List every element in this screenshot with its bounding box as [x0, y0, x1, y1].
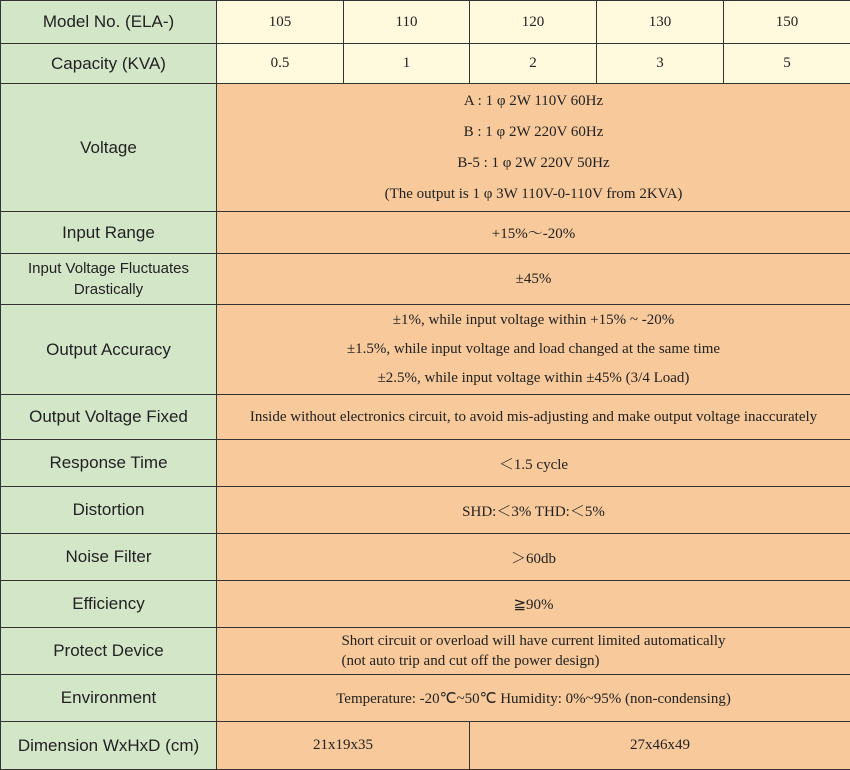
fluctuates-value: ±45% [217, 254, 850, 305]
model-cell: 130 [597, 1, 724, 44]
label-response-time: Response Time [1, 440, 217, 487]
accuracy-line: ±2.5%, while input voltage within ±45% (3/4 Load) [221, 364, 846, 393]
row-response-time [1, 440, 850, 487]
row-capacity [1, 44, 850, 84]
voltage-line: A : 1 φ 2W 110V 60Hz [221, 86, 846, 117]
output-accuracy-value [217, 305, 850, 395]
row-input-range [1, 212, 850, 254]
label-dimension: Dimension WxHxD (cm) [1, 722, 217, 770]
row-model [1, 1, 850, 44]
response-time-value: ＜1.5 cycle [217, 440, 850, 487]
label-output-fixed: Output Voltage Fixed [1, 395, 217, 440]
environment-value: Temperature: -20℃~50℃ Humidity: 0%~95% (non-condensing) [217, 675, 850, 722]
row-voltage [1, 84, 850, 212]
input-range-value: +15%～-20% [217, 212, 850, 254]
model-cell: 105 [217, 1, 344, 44]
efficiency-value: ≧90% [217, 581, 850, 628]
capacity-cell: 5 [724, 44, 850, 84]
capacity-cell: 2 [470, 44, 597, 84]
capacity-cell: 3 [597, 44, 724, 84]
row-output-accuracy [1, 305, 850, 395]
voltage-line: (The output is 1 φ 3W 110V-0-110V from 2KVA) [221, 179, 846, 210]
protect-line: Short circuit or overload will have current limited automatically [341, 631, 725, 651]
dimension-large: 27x46x49 [470, 722, 850, 770]
label-input-range: Input Range [1, 212, 217, 254]
model-cell: 110 [344, 1, 470, 44]
label-distortion: Distortion [1, 487, 217, 534]
label-environment: Environment [1, 675, 217, 722]
row-distortion [1, 487, 850, 534]
model-cell: 120 [470, 1, 597, 44]
row-noise-filter [1, 534, 850, 581]
protect-value [217, 628, 850, 675]
label-efficiency: Efficiency [1, 581, 217, 628]
label-capacity: Capacity (KVA) [1, 44, 217, 84]
capacity-cell: 1 [344, 44, 470, 84]
label-fluctuates-line: Input Voltage Fluctuates [5, 258, 212, 279]
voltage-value [217, 84, 850, 212]
row-environment [1, 675, 850, 722]
label-model: Model No. (ELA-) [1, 1, 217, 44]
row-dimension [1, 722, 850, 770]
protect-line: (not auto trip and cut off the power design) [341, 651, 725, 671]
row-output-fixed [1, 395, 850, 440]
label-protect: Protect Device [1, 628, 217, 675]
output-fixed-value: Inside without electronics circuit, to avoid mis-adjusting and make output voltage inaccurately [217, 395, 850, 440]
label-fluctuates-line: Drastically [5, 279, 212, 300]
label-fluctuates [1, 254, 217, 305]
dimension-small: 21x19x35 [217, 722, 470, 770]
label-voltage: Voltage [1, 84, 217, 212]
protect-text [341, 631, 725, 671]
accuracy-line: ±1%, while input voltage within +15% ~ -20% [221, 306, 846, 335]
noise-filter-value: ＞60db [217, 534, 850, 581]
row-efficiency [1, 581, 850, 628]
capacity-cell: 0.5 [217, 44, 344, 84]
row-protect [1, 628, 850, 675]
label-noise-filter: Noise Filter [1, 534, 217, 581]
voltage-line: B-5 : 1 φ 2W 220V 50Hz [221, 148, 846, 179]
voltage-line: B : 1 φ 2W 220V 60Hz [221, 117, 846, 148]
model-cell: 150 [724, 1, 850, 44]
row-fluctuates [1, 254, 850, 305]
distortion-value: SHD:＜3% THD:＜5% [217, 487, 850, 534]
label-output-accuracy: Output Accuracy [1, 305, 217, 395]
accuracy-line: ±1.5%, while input voltage and load changed at the same time [221, 335, 846, 364]
